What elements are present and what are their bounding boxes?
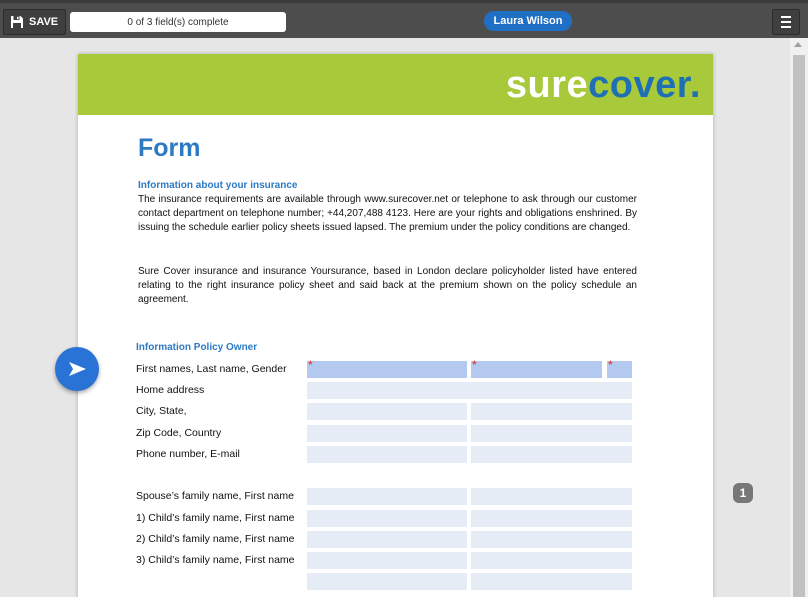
hamburger-menu-button[interactable] bbox=[772, 9, 800, 35]
phone-email-label: Phone number, E-mail bbox=[136, 448, 240, 460]
spouse-first-name-field[interactable] bbox=[471, 488, 632, 505]
info-heading: Information about your insurance bbox=[138, 180, 298, 191]
child2-label: 2) Child’s family name, First name bbox=[136, 533, 295, 545]
top-toolbar bbox=[0, 0, 808, 38]
logo-text-sure: sure bbox=[505, 64, 589, 106]
zip-country-label: Zip Code, Country bbox=[136, 427, 222, 439]
vertical-scrollbar[interactable] bbox=[790, 38, 808, 597]
next-field-button[interactable] bbox=[55, 347, 99, 391]
phone-field[interactable] bbox=[307, 446, 467, 463]
names-label: First names, Last name, Gender bbox=[136, 363, 287, 375]
extra-row-field-1[interactable] bbox=[307, 573, 467, 590]
extra-row-field-2[interactable] bbox=[471, 573, 632, 590]
scrollbar-thumb[interactable] bbox=[793, 55, 805, 597]
child3-label: 3) Child’s family name, First name bbox=[136, 554, 295, 566]
required-marker: * bbox=[472, 358, 477, 372]
email-field[interactable] bbox=[471, 446, 632, 463]
zip-code-field[interactable] bbox=[307, 425, 467, 442]
info-paragraph-2: Sure Cover insurance and insurance Yoursurance, based in London declare policyholder listed have entered relating to the right insurance policy sheet and said back at the premium shown on the policy schedule an agreement. bbox=[138, 266, 637, 305]
city-field[interactable] bbox=[307, 403, 467, 420]
city-state-label: City, State, bbox=[136, 405, 187, 417]
surecover-logo bbox=[506, 66, 701, 104]
country-field[interactable] bbox=[471, 425, 632, 442]
save-button[interactable] bbox=[3, 9, 66, 35]
logo-text-cover: cover. bbox=[588, 64, 701, 106]
home-address-label: Home address bbox=[136, 384, 205, 396]
menu-icon-bar bbox=[781, 26, 791, 28]
info-paragraph-1: The insurance requirements are available through www.surecover.net or telephone to ask through our customer contact department on telephone number; +44,207,488 4123. Here are your rights and obligations enshrined. By issuing the schedule earlier policy sheets issued lapsed. The premium under the policy conditions are changed. bbox=[138, 194, 637, 233]
child1-label: 1) Child’s family name, First name bbox=[136, 512, 295, 524]
policy-owner-heading: Information Policy Owner bbox=[136, 342, 258, 353]
arrow-right-icon bbox=[67, 361, 87, 377]
menu-icon-bar bbox=[781, 21, 791, 23]
child3-first-name-field[interactable] bbox=[471, 552, 632, 569]
user-badge[interactable]: Laura Wilson bbox=[484, 11, 572, 31]
floppy-disk-icon bbox=[11, 16, 23, 28]
last-name-field[interactable] bbox=[471, 358, 602, 378]
child1-first-name-field[interactable] bbox=[471, 510, 632, 527]
page-number-badge[interactable]: 1 bbox=[733, 483, 753, 503]
document-page bbox=[78, 54, 713, 597]
child2-family-name-field[interactable] bbox=[307, 531, 467, 548]
page-title: Form bbox=[138, 134, 201, 162]
first-last-name-field[interactable] bbox=[307, 358, 467, 378]
completion-status: 0 of 3 field(s) complete bbox=[70, 12, 286, 32]
menu-icon-bar bbox=[781, 16, 791, 18]
save-button-label: SAVE bbox=[29, 16, 59, 28]
required-marker: * bbox=[308, 358, 313, 372]
spouse-family-name-field[interactable] bbox=[307, 488, 467, 505]
scroll-up-arrow-icon[interactable] bbox=[794, 42, 802, 47]
required-marker: * bbox=[608, 358, 613, 372]
home-address-field[interactable] bbox=[307, 382, 632, 399]
state-field[interactable] bbox=[471, 403, 632, 420]
child3-family-name-field[interactable] bbox=[307, 552, 467, 569]
spouse-label: Spouse’s family name, First name bbox=[136, 490, 294, 502]
gender-field[interactable] bbox=[607, 358, 632, 378]
header-banner bbox=[78, 54, 713, 115]
child2-first-name-field[interactable] bbox=[471, 531, 632, 548]
child1-family-name-field[interactable] bbox=[307, 510, 467, 527]
